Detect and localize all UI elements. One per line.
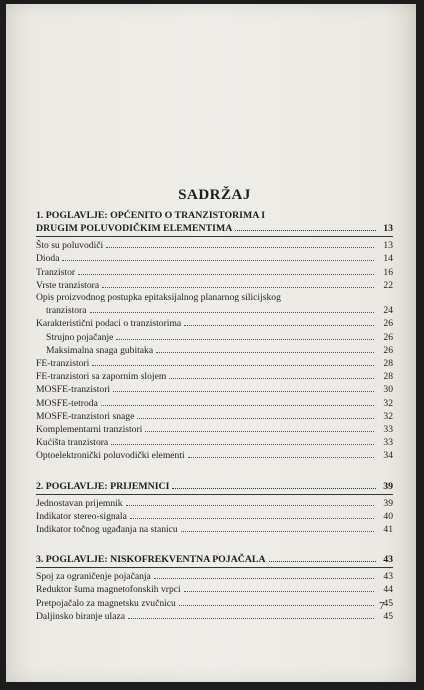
entry-label: Tranzistor [36,266,76,278]
leader-dots [78,266,374,275]
entry-page: 24 [383,305,393,317]
entry-label: Strujno pojačanje [46,331,114,343]
toc-entry [36,266,393,279]
spacer [36,536,393,553]
entry-page: 33 [383,437,393,449]
chapter-2 [36,480,393,537]
entry-label: Kućišta tranzistora [36,437,109,449]
leader-dots [235,222,376,231]
leader-dots [62,252,374,261]
chapter-1-page: 13 [383,223,393,235]
entry-page: 34 [383,450,393,462]
toc-entry [36,279,393,292]
book-page [6,4,416,682]
chapter-3-heading [36,553,393,568]
leader-dots [169,370,374,379]
spacer [36,463,393,480]
leader-dots [111,436,374,445]
entry-page: 43 [383,571,393,583]
leader-dots [113,383,374,392]
entry-page: 30 [383,384,393,396]
entry-label: Optoelektronički poluvodički elementi [36,450,185,462]
entry-page: 41 [383,524,393,536]
chapter-2-page: 39 [383,480,393,492]
leader-dots [92,357,374,366]
leader-dots [184,317,374,326]
entry-page: 32 [383,397,393,409]
entry-label: tranzistora [46,305,87,317]
entry-label: MOSFE-tranzistori [36,384,111,396]
chapter-3-title: 3. POGLAVLJE: NISKOFREKVENTNA POJAČALA [36,554,266,566]
toc-entry [36,357,393,370]
leader-dots [116,331,374,340]
leader-dots [90,304,375,313]
toc-entry [36,344,393,357]
chapter-2-heading [36,480,393,495]
chapter-2-title-row [36,480,393,493]
leader-dots [106,239,374,248]
chapter-1-title-line2: DRUGIM POLUVODIČKIM ELEMENTIMA [36,223,233,235]
leader-dots [130,510,374,519]
toc-entry [36,436,393,449]
entry-page: 14 [383,253,393,265]
entry-label: Pretpojačalo za magnetsku zvučnicu [36,597,176,609]
toc-entry [36,239,393,252]
entry-label: Spoj za ograničenje pojačanja [36,571,151,583]
entry-page: 28 [383,358,393,370]
toc-entry [36,523,393,536]
entry-label: Jednostavan prijemnik [36,497,123,509]
toc-entry [36,583,393,596]
toc-entry [36,331,393,344]
entry-label: Karakteristični podaci o tranzistorima [36,318,182,330]
entry-label: FE-tranzistori [36,358,90,370]
leader-dots [102,279,374,288]
toc-entry [36,397,393,410]
entry-label: Maksimalna snaga gubitaka [46,344,154,356]
toc-title: SADRŽAJ [178,187,251,203]
toc-entry [36,449,393,462]
toc-entry [36,304,393,317]
leader-dots [172,480,376,489]
leader-dots [156,344,374,353]
entry-label: Indikator točnog ugađanja na stanicu [36,524,178,536]
table-of-contents [36,189,393,623]
entry-page: 32 [383,410,393,422]
toc-entry [36,597,393,610]
entry-label: Daljinsko biranje ulaza [36,610,125,622]
leader-dots [126,497,374,506]
toc-entry [36,252,393,265]
toc-entry-multiline [36,292,393,317]
leader-dots [181,523,374,532]
entry-page: 45 [383,610,393,622]
leader-dots [188,449,374,458]
chapter-1 [36,210,393,462]
leader-dots [128,610,374,619]
entry-label: Reduktor šuma magnetofonskih vrpci [36,584,181,596]
entry-page: 26 [383,318,393,330]
chapter-3 [36,553,393,623]
entry-page: 26 [383,331,393,343]
leader-dots [145,423,374,432]
entry-label: Dioda [36,253,60,265]
toc-entry [36,423,393,436]
entry-page: 40 [383,510,393,522]
entry-label: FE-tranzistori sa zapornim slojem [36,371,167,383]
entry-label-line1: Opis proizvodnog postupka epitaksijalnog planarnog silicijskog [36,292,281,304]
entry-label: MOSFE-tetroda [36,397,98,409]
toc-entry [36,510,393,523]
chapter-1-title-line1: 1. POGLAVLJE: OPĆENITO O TRANZISTORIMA I [36,210,266,222]
toc-entry [36,570,393,583]
toc-entry [36,370,393,383]
leader-dots [137,410,374,419]
entry-label: MOSFE-tranzistori snage [36,410,135,422]
leader-dots [101,397,374,406]
entry-label: Komplementarni tranzistori [36,424,143,436]
entry-page: 39 [383,497,393,509]
toc-entry [36,410,393,423]
toc-entry [36,317,393,330]
entry-label: Vrste tranzistora [36,279,100,291]
entry-page: 16 [383,266,393,278]
entry-page: 26 [383,344,393,356]
entry-label: Indikator stereo-signala [36,510,127,522]
entry-page: 28 [383,371,393,383]
chapter-1-title-row [36,222,393,235]
entry-page: 45 [383,597,393,609]
chapter-2-title: 2. POGLAVLJE: PRIJEMNICI [36,480,170,492]
toc-entry [36,383,393,396]
leader-dots [179,597,374,606]
toc-entry [36,610,393,623]
leader-dots [154,570,374,579]
entry-page: 33 [383,424,393,436]
entry-label: Što su poluvodiči [36,240,104,252]
chapter-3-page: 43 [383,554,393,566]
chapter-3-title-row [36,553,393,566]
page-number: 7 [379,600,385,612]
toc-entry [36,497,393,510]
leader-dots [184,583,374,592]
entry-page: 13 [383,240,393,252]
entry-page: 44 [383,584,393,596]
leader-dots [269,553,377,562]
entry-page: 22 [383,279,393,291]
chapter-1-heading [36,210,393,237]
